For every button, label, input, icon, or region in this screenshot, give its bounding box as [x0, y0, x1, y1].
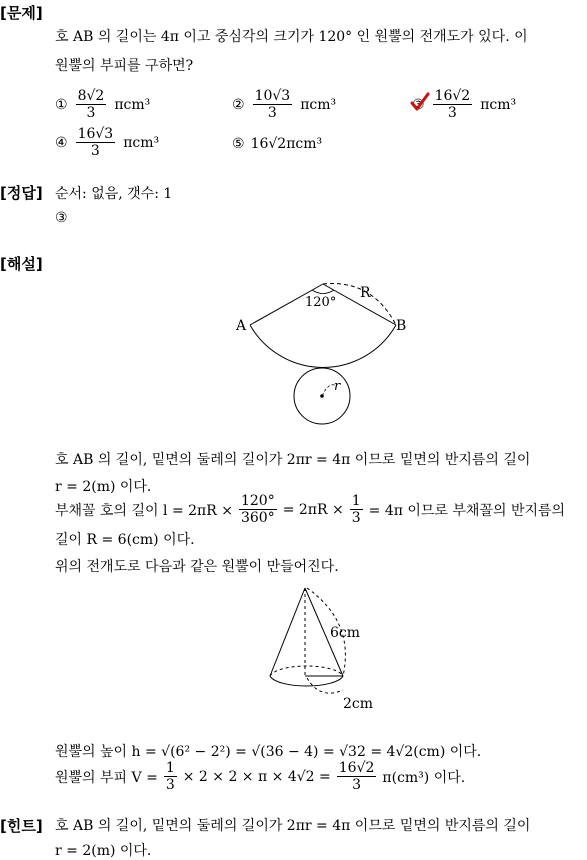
problem-line-1: 호 AB 의 길이는 4π 이고 중심각의 크기가 120° 인 원뿔의 전개도가 있다. 이 — [55, 29, 528, 45]
choice-1[interactable] — [55, 88, 150, 121]
choice-fraction: $\frac{16√2}{3}$ — [434, 88, 471, 121]
choice-mark: ② — [232, 96, 245, 113]
hint-tag: [힌트] — [0, 817, 43, 835]
radius-label: 2cm — [343, 696, 374, 712]
cone-base-front — [270, 676, 343, 686]
choice-unit: πcm³ — [123, 134, 160, 151]
answer-line-2: ③ — [55, 210, 68, 226]
angle-label: 120° — [305, 295, 337, 310]
choice-fraction: $\frac{16√3}{3}$ — [77, 126, 114, 159]
explanation-p2: r = 2(m) 이다. — [55, 479, 152, 495]
explanation-p5: 위의 전개도로 다음과 같은 원뿔이 만들어진다. — [55, 559, 339, 575]
angle-arc — [312, 290, 334, 294]
choice-mark: ③ — [412, 97, 425, 113]
explanation-tag: [해설] — [0, 255, 43, 273]
choice-unit: πcm³ — [480, 96, 517, 113]
choice-3[interactable] — [412, 88, 516, 121]
label-b: B — [396, 318, 407, 334]
hint-line-2: r = 2(m) 이다. — [55, 843, 152, 859]
choice-fraction: $\frac{8√2}{3}$ — [77, 88, 105, 121]
choice-unit: πcm³ — [114, 96, 151, 113]
check-mark-icon — [409, 91, 431, 113]
label-a: A — [236, 318, 247, 334]
problem-line-2: 원뿔의 부피를 구하면? — [55, 58, 194, 74]
cone-figure — [0, 582, 587, 712]
hint-line-1: 호 AB 의 길이, 밑면의 둘레의 길이가 2πr = 4π 이므로 밑면의 반지름의 길이 — [55, 818, 531, 834]
label-r-small: r — [334, 379, 341, 394]
choice-mark: ① — [55, 96, 68, 113]
answer-tag: [정답] — [0, 184, 43, 202]
sector-arc — [250, 325, 396, 367]
label-r-big: R — [360, 285, 371, 301]
explanation-p1: 호 AB 의 길이, 밑면의 둘레의 길이가 2πr = 4π 이므로 밑면의 반지름의 길이 — [55, 452, 531, 468]
cone-base-back — [270, 666, 343, 676]
explanation-p4: 길이 R = 6(cm) 이다. — [55, 532, 195, 548]
explanation-p6: 원뿔의 높이 h = √(6² − 2²) = √(36 − 4) = √32 = 4√2(cm) 이다. — [55, 744, 482, 760]
cone-side-left — [270, 588, 305, 676]
sector-net-figure — [0, 275, 587, 435]
choice-2[interactable] — [232, 88, 336, 121]
explanation-p3: 부채꼴 호의 길이 l = 2πR × $\frac{120^\circ}{360^\circ}$ = 2πR × $\frac{1}{3}$ = 4π 이므로 부채꼴의 반지름의 — [55, 493, 566, 526]
choice-5[interactable] — [232, 136, 322, 152]
choice-text: 16√2πcm³ — [250, 136, 323, 152]
choice-mark: ④ — [55, 134, 68, 151]
choice-4[interactable] — [55, 126, 159, 159]
problem-tag: [문제] — [0, 4, 43, 22]
choice-mark: ⑤ — [232, 136, 245, 152]
choice-unit: πcm³ — [300, 96, 337, 113]
slant-label: 6cm — [330, 625, 361, 641]
answer-line-1: 순서: 없음, 갯수: 1 — [55, 186, 173, 202]
choice-fraction: $\frac{10√3}{3}$ — [254, 88, 291, 121]
explanation-p7: 원뿔의 부피 V = $\frac{1}{3}$ × 2 × 2 × π × 4√2 = $\frac{16√2}{3}$ π(cm³) 이다. — [55, 760, 466, 793]
